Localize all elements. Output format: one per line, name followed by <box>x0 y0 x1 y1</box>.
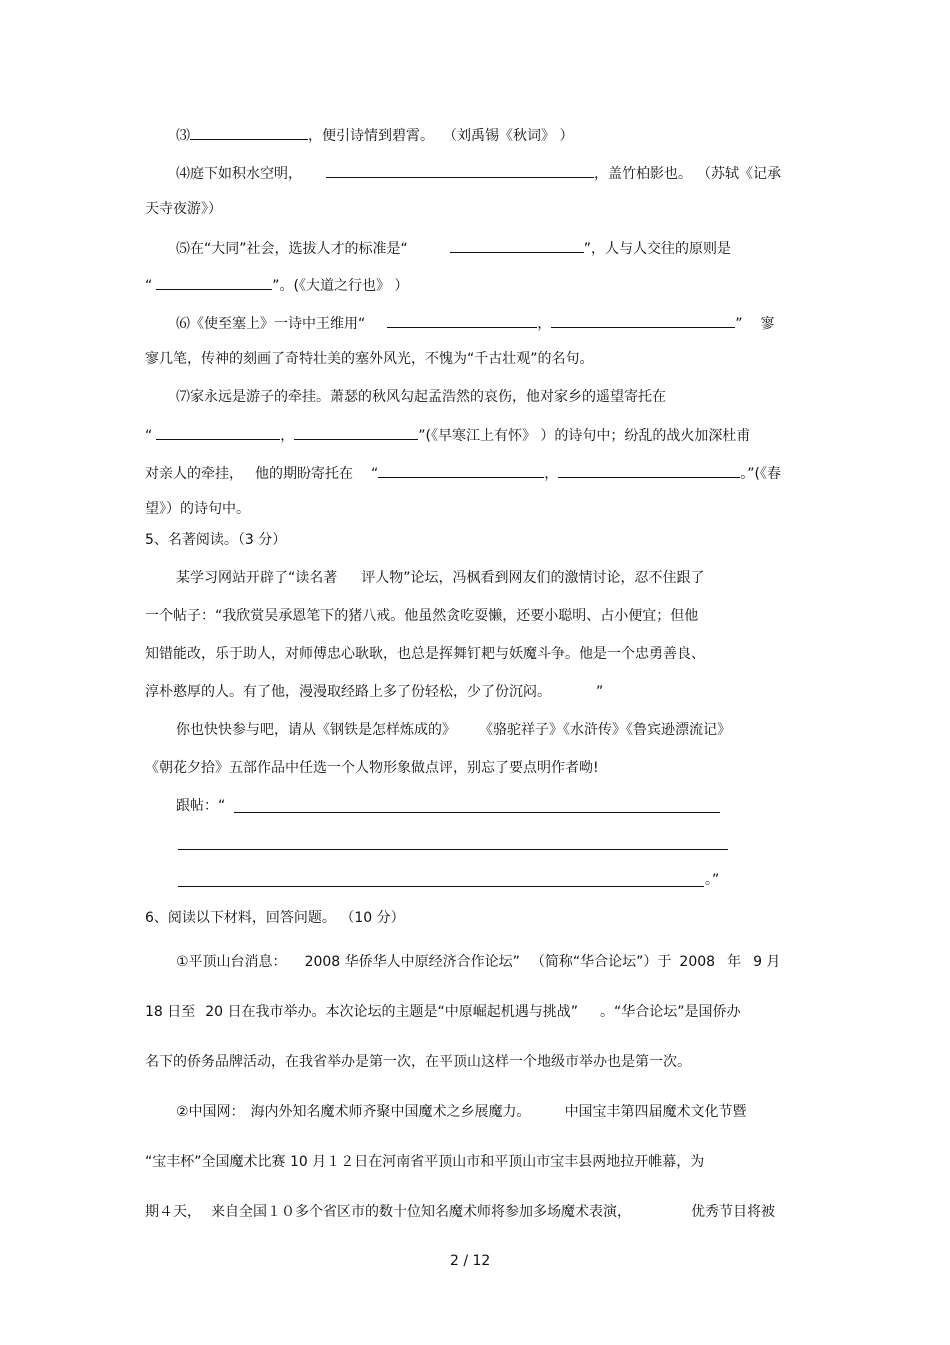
q5-heading: 5、名著阅读。（3 分） <box>145 532 287 548</box>
item6-line: ⑹《使至塞上》一诗中王维用“ ， ” 寥 <box>176 312 775 334</box>
q6-material2-line1: ②中国网： 海内外知名魔术师齐聚中国魔术之乡展魔力。 中国宝丰第四届魔术文化节暨 <box>176 1104 747 1120</box>
q5-reply-line-2[interactable] <box>178 849 728 850</box>
item5-line: ⑸在“大同”社会，选拔人才的标准是“ ”，人与人交往的原则是 <box>176 237 731 259</box>
item6-line2: 寥几笔，传神的刻画了奇特壮美的塞外风光，不愧为“千古壮观”的名句。 <box>145 351 594 367</box>
item6-answer-blank-1[interactable] <box>387 312 537 328</box>
item7-answer-blank-4[interactable] <box>558 462 740 478</box>
q5-reply-end: 。” <box>705 872 720 888</box>
q6-heading: 6、阅读以下材料，回答问题。 （10 分） <box>145 910 405 926</box>
page-number: 2 / 12 <box>450 1253 491 1269</box>
item7-line4: 望》）的诗句中。 <box>145 501 250 517</box>
item5-answer-blank-2[interactable] <box>156 274 272 290</box>
q5-reply-label: 跟帖：“ <box>176 798 226 814</box>
item3-line: ⑶ ，便引诗情到碧霄。 （刘禹锡《秋词》 ） <box>176 124 573 146</box>
item7-line3: 对亲人的牵挂， 他的期盼寄托在 “ ， 。”(《春 <box>145 462 781 484</box>
q6-material1-line2: 18 日至 20 日在我市举办。本次论坛的主题是“中原崛起机遇与挑战” 。“华合论坛”是国侨办 <box>145 1004 741 1020</box>
item7-answer-blank-3[interactable] <box>378 462 544 478</box>
item7-answer-blank-1[interactable] <box>156 424 280 440</box>
item7-answer-blank-2[interactable] <box>294 424 418 440</box>
item5-answer-blank-1[interactable] <box>450 237 584 253</box>
item5-line2: “ ”。(《大道之行也》 ） <box>145 274 408 296</box>
q5-reply-line-3[interactable] <box>178 886 704 887</box>
q5-para-line2: 一个帖子：“我欣赏吴承恩笔下的猪八戒。他虽然贪吃耍懒，还要小聪明、占小便宜；但他 <box>145 608 699 624</box>
q5-para-line4: 淳朴憨厚的人。有了他，漫漫取经路上多了份轻松，少了份沉闷。 ” <box>145 684 604 700</box>
item3-answer-blank[interactable] <box>190 124 308 140</box>
q5-reply-line-1[interactable] <box>234 812 720 813</box>
item4-source-cont: 天寺夜游》） <box>145 201 222 217</box>
item3-number: ⑶ <box>176 128 190 144</box>
q6-material2-line3: 期４天， 来自全国１０多个省区市的数十位知名魔术师将参加多场魔术表演， 优秀节目将被 <box>145 1204 775 1220</box>
q5-para-line1: 某学习网站开辟了“读名著 评人物”论坛，冯枫看到网友们的激情讨论，忍不住跟了 <box>176 570 705 586</box>
q5-para-line3: 知错能改，乐于助人，对师傅忠心耿耿，也总是挥舞钉耙与妖魔斗争。他是一个忠勇善良、 <box>145 646 705 662</box>
item4-line: ⑷庭下如积水空明， ，盖竹柏影也。 （苏轼《记承 <box>176 162 781 184</box>
item4-answer-blank[interactable] <box>326 162 594 178</box>
q5-para-line6: 《朝花夕拾》五部作品中任选一个人物形象做点评，别忘了要点明作者呦! <box>145 760 599 776</box>
q6-material1-line1: ①平顶山台消息： 2008 华侨华人中原经济合作论坛” （简称“华合论坛”）于 2008 年 9 月 <box>176 954 781 970</box>
q5-para-line5: 你也快快参与吧，请从《钢铁是怎样炼成的》 《骆驼祥子》《水浒传》《鲁宾逊漂流记》 <box>176 722 731 738</box>
q6-material2-line2: “宝丰杯”全国魔术比赛 10 月１２日在河南省平顶山市和平顶山市宝丰县两地拉开帷幕，为 <box>145 1154 705 1170</box>
item7-line2: “ ， ”(《早寒江上有怀》 ）的诗句中；纷乱的战火加深杜甫 <box>145 424 750 446</box>
item6-answer-blank-2[interactable] <box>551 312 735 328</box>
item7-line: ⑺家永远是游子的牵挂。萧瑟的秋风勾起孟浩然的哀伤，他对家乡的遥望寄托在 <box>176 389 666 405</box>
q6-material1-line3: 名下的侨务品牌活动，在我省举办是第一次，在平顶山这样一个地级市举办也是第一次。 <box>145 1054 691 1070</box>
